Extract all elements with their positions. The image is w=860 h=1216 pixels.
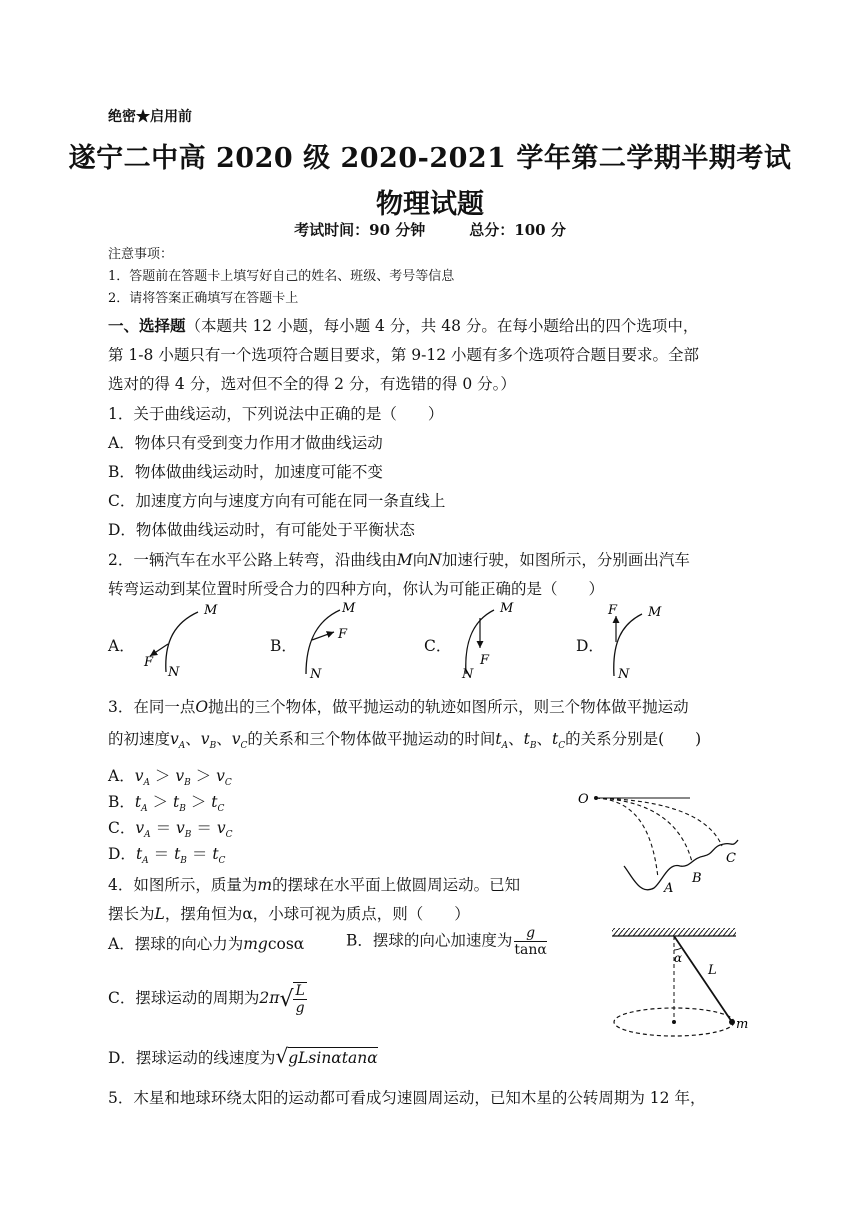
q3-stem: 3．在同一点O抛出的三个物体，做平抛运动的轨迹如图所示，则三个物体做平抛运动 <box>108 698 689 716</box>
label-f: F <box>608 603 618 618</box>
q1-option-a: A．物体只有受到变力作用才做曲线运动 <box>108 434 383 452</box>
label-f: F <box>338 627 348 642</box>
q1-option-c: C．加速度方向与速度方向有可能在同一条直线上 <box>108 492 446 510</box>
note-item: 1．答题前在答题卡上填写好自己的姓名、班级、考号等信息 <box>108 269 455 284</box>
q2-figure-d <box>600 598 690 682</box>
q2-figure-c <box>452 598 542 682</box>
label-n: N <box>168 665 180 680</box>
label-m: M <box>204 603 218 618</box>
q5-stem: 5．木星和地球环绕太阳的运动都可看成匀速圆周运动，已知木星的公转周期为 12 年， <box>108 1089 706 1107</box>
q4-pendulum-figure <box>608 924 768 1044</box>
exam-title: 遂宁二中高 2020 级 2020-2021 学年第二学期半期考试 <box>68 143 792 174</box>
section-intro-line: 第 1-8 小题只有一个选项符合题目要求，第 9-12 小题有多个选项符合题目要求。全部 <box>108 346 699 364</box>
label-m: M <box>648 605 662 620</box>
label-n: N <box>462 667 474 682</box>
fraction: $\frac{L}{g}$ <box>295 983 305 1016</box>
q4-option-c: C．摆球运动的周期为2π√ $\frac{L}{g}$ <box>108 983 305 1016</box>
q1-option-b: B．物体做曲线运动时，加速度可能不变 <box>108 463 383 481</box>
q3-option-b: B．$t_A > t_B > t_C$ <box>108 793 225 815</box>
q3-option-c: C．$v_A = v_B = v_C$ <box>108 819 233 841</box>
label-m: m <box>736 1017 749 1032</box>
sqrt-sign: √ <box>275 1044 289 1068</box>
label-n: N <box>310 667 322 682</box>
notes-heading: 注意事项： <box>108 247 174 262</box>
q2-option-c: C． <box>424 637 452 655</box>
section-intro-line: 一、选择题（本题共 12 小题，每小题 4 分，共 48 分。在每小题给出的四个选项中， <box>108 316 699 335</box>
q2-option-a: A． <box>108 637 135 655</box>
secret-label: 绝密★启用前 <box>108 109 192 125</box>
label-f: F <box>144 655 154 670</box>
q3-trajectory-figure <box>572 784 752 900</box>
q3-stem-line2: 的初速度$v_A$、$v_B$、$v_C$的关系和三个物体做平抛运动的时间$t_A$、$t_B$、$t_C$的关系分别是( ) <box>108 730 702 752</box>
q4-option-d: D．摆球运动的线速度为√gLsinαtanα <box>108 1044 378 1068</box>
q2-figure-b <box>290 598 380 682</box>
exam-time: 考试时间：90 分钟 <box>294 221 426 239</box>
note-item: 2．请将答案正确填写在答题卡上 <box>108 291 299 306</box>
fraction: $\frac{g}{\tan\alpha}$ <box>514 925 547 958</box>
q1-option-d: D．物体做曲线运动时，有可能处于平衡状态 <box>108 521 415 539</box>
q2-option-d: D． <box>576 637 604 655</box>
label-m: M <box>500 601 514 616</box>
label-a: A <box>664 881 674 896</box>
q4-option-b: B．摆球的向心加速度为 $\frac{g}{\tan\alpha}$ <box>346 925 547 958</box>
q2-stem: 2．一辆汽车在水平公路上转弯，沿曲线由M向N加速行驶，如图所示，分别画出汽车 <box>108 551 690 569</box>
exam-subject-title: 物理试题 <box>376 189 484 220</box>
q2-figure-a <box>136 600 226 682</box>
q2-option-b: B． <box>270 637 297 655</box>
label-alpha: α <box>674 951 683 965</box>
exam-meta <box>0 219 860 240</box>
label-n: N <box>618 667 630 682</box>
label-c: C <box>726 851 736 866</box>
label-m: M <box>342 601 356 616</box>
label-l: L <box>708 963 717 978</box>
q2-stem-line2: 转弯运动到某位置时所受合力的四种方向，你认为可能正确的是（ ） <box>108 580 605 598</box>
section-label: 一、选择题 <box>108 316 186 335</box>
q4-stem: 4．如图所示，质量为m的摆球在水平面上做圆周运动。已知 <box>108 876 521 894</box>
q1-stem: 1．关于曲线运动，下列说法中正确的是（ ） <box>108 405 444 423</box>
q3-option-a: A．$v_A > v_B > v_C$ <box>108 767 232 789</box>
label-o: O <box>578 792 589 807</box>
label-f: F <box>480 653 490 668</box>
q4-option-a: A．摆球的向心力为mgcosα <box>108 935 305 953</box>
section-intro-line: 选对的得 4 分，选对但不全的得 2 分，有选错的得 0 分。） <box>108 375 516 393</box>
total-score: 总分：100 分 <box>469 221 566 239</box>
q4-stem-line2: 摆长为L，摆角恒为α，小球可视为质点，则（ ） <box>108 905 470 923</box>
sqrt-sign: √ <box>279 986 294 1012</box>
q3-option-d: D．$t_A = t_B = t_C$ <box>108 845 226 867</box>
label-b: B <box>692 871 702 886</box>
